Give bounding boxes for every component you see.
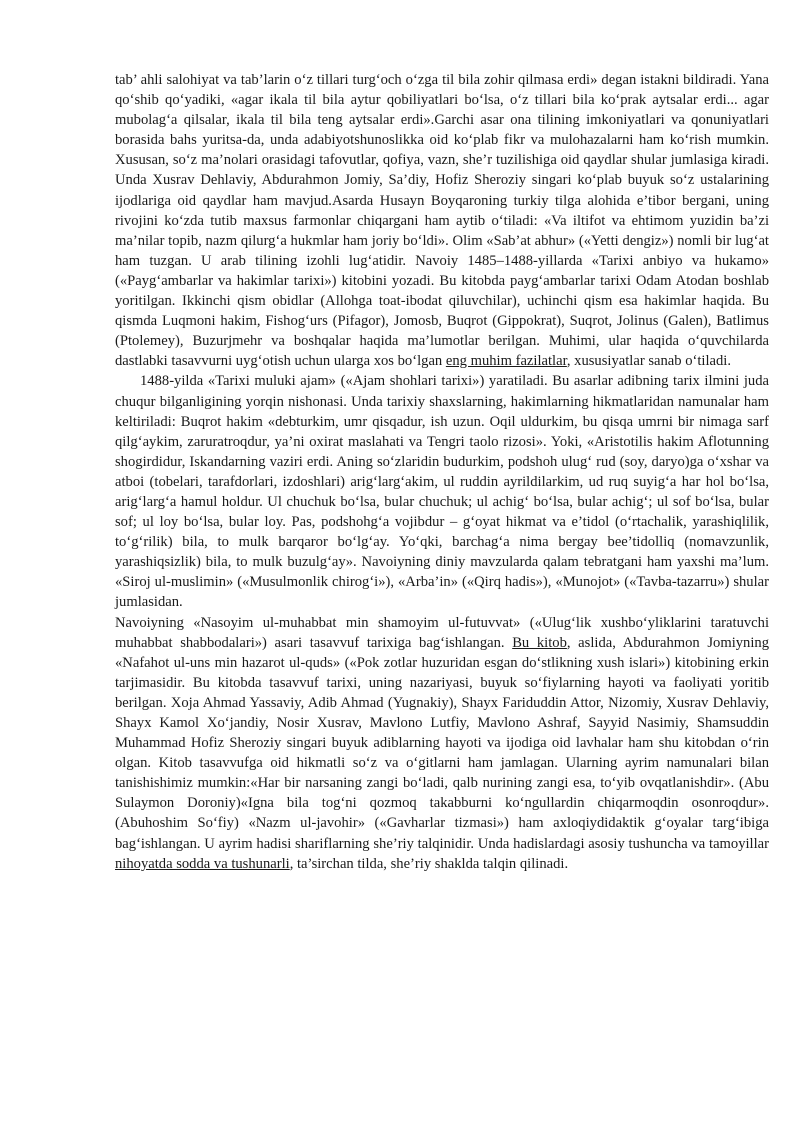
paragraph-3 (115, 613, 769, 874)
paragraph-3-text-2: , aslida, Abdurahmon Jomiyning «Nafahot ul-uns min hazarot ul-quds» («Pok zotlar huzuridan esgan do‘stlikning xush islari») kitobining erkin tarjimasidir. Bu kitobda tasavvuf tarixi, uning nazariyasi, buyuk so‘fiylarning hayoti va faoliyati yoritib berilgan. Xoja Ahmad Yassaviy, Adib Ahmad (Yugnakiy), Shayx Fariduddin Attor, Nizomiy, Xusrav Dehlaviy, Shayx Kamol Xo‘jandiy, Nosir Xusrav, Mavlono Lutfiy, Mavlono Ashraf, Sayyid Nasimiy, Shamsuddin Muhammad Hofiz Sheroziy singari buyuk adiblarning hayoti va ijodiga oid lavhalar ham shu kitobdan o‘rin olgan. Kitob tasavvufga oid hikmatli so‘z va o‘gitlarni ham jamlagan. Ularning ayrim namunalari bilan tanishishimiz mumkin:«Har bir narsaning zangi bo‘ladi, qalb nurining zangi esa, to‘yib ovqatlanishdir». (Abu Sulaymon Doroniy)«Igna bila tog‘ni qozmoq takabburni ko‘ngullardin chiqarmoqdin osonroqdur». (Abuhoshim So‘fiy) «Nazm ul-javohir» («Gavharlar tizmasi») ham axloqiydidaktik g‘oyalar targ‘ibiga bag‘ishlangan. U ayrim hadisi shariflarning she’riy talqinidir. Unda hadislardagi asosiy tushuncha va tamoyillar (115, 634, 769, 852)
paragraph-3-underlined-phrase-2: nihoyatda sodda va tushunarli (115, 855, 290, 872)
paragraph-3-text-3: , ta’sirchan tilda, she’riy shaklda talqin qilinadi. (289, 855, 569, 872)
document-page (115, 70, 769, 874)
paragraph-1 (115, 70, 769, 371)
paragraph-1-text-1: tab’ ahli salohiyat va tab’larin o‘z tillari turg‘och o‘zga til bila zohir qilmasa erdi» degan istakni bildiradi. Yana qo‘shib qo‘yadiki, «agar ikala til bila aytur qobiliyatlari bo‘lsa, o‘z tillari bila ko‘prak aytsalar erdi... agar mubolag‘a qilsalar, ikala til bila teng aytsalar erdi».Garchi asar ona tilining imkoniyatlari va qonuniyatlari borasida bahs yuritsa-da, unda adabiyotshunoslikka oid ko‘plab fikr va mulohazalarni ham ko‘rish mumkin. Xususan, so‘z ma’nolari orasidagi tafovutlar, qofiya, vazn, she’r tuzilishiga oid qaydlar shular jumlasiga kiradi. Unda Xusrav Dehlaviy, Abdurahmon Jomiy, Sa’diy, Hofiz Sheroziy singari ko‘plab buyuk so‘z ustalarining ijodlariga oid qaydlar ham mavjud.Asarda Husayn Boyqaroning turkiy tilga alohida e’tibor bergani, uning rivojini ko‘zda tutib maxsus farmonlar chiqargani ham aytib o‘tiladi: «Va iltifot va ehtimom yuzidin ba’zi ma’nilar topib, nazm qilurg‘a hukmlar ham joriy bo‘ldi». Olim «Sab’at abhur» («Yetti dengiz») nomli bir lug‘at ham tuzgan. U arab tilining izohli lug‘atidir. Navoiy 1485–1488-yillarda «Tarixi anbiyo va hukamo» («Payg‘ambarlar va hakimlar tarixi») kitobini yozadi. Bu kitobda payg‘ambarlar tarixi Odam Atodan boshlab yoritilgan. Ikkinchi qism obidlar (Allohga toat-ibodat qiluvchilar), uchinchi qism esa hakimlar haqida. Bu qismda Luqmoni hakim, Fishog‘urs (Pifagor), Jomosb, Buqrot (Gippokrat), Suqrot, Jolinus (Galen), Batlimus (Ptolemey), Buzurjmehr va boshqalar haqida ma’lumotlar berilgan. Muhimi, ular haqida o‘quvchilarda dastlabki tasavvurni uyg‘otish uchun ularga xos bo‘lgan (115, 72, 769, 370)
paragraph-2-text: 1488-yilda «Tarixi muluki ajam» («Ajam shohlari tarixi») yaratiladi. Bu asarlar adibning tarix ilmini juda chuqur bilganligining yorqin nishonasi. Unda tarixiy shaxslarning, hakimlarning hikmatlaridan namunalar ham keltiriladi: Buqrot hakim «debturkim, umr qisqadur, ish uzun. Oqil uldurkim, bu qisqa umrni bir nimaga sarf qilg‘aykim, zaruratroqdur, ya’ni oxirat maslahati va Tengri taolo rizosi». Yoki, «Aristotilis hakim Aflotunning shogirdidur, Iskandarning vaziri erdi. Aning so‘zlaridin budurkim, podshoh ulug‘ rud (soy, daryo)ga o‘xshar va atboi (tobelari, tarafdorlari, izdoshlari) arig‘larg‘akim, ul ruddin ayrildilarkim, ud ruq suyig‘a har hol bo‘lsa, arig‘larg‘a hamul holdur. Ul chuchuk bo‘lsa, bular chuchuk; ul achig‘ bo‘lsa, bular achig‘; ul sof bo‘lsa, bular sof; ul loy bo‘lsa, bular loy. Pas, podshohg‘a vojibdur – g‘oyat hikmat va e’tidol (o‘rtachalik, yarashiqlilik, to‘g‘rilik) bila, to mulk barqaror bo‘lg‘ay. Yo‘qki, barchag‘a nima bergay bee’tidolliq (nomavzunlik, yarashiqsizlik) bila, to mulk buzulg‘ay». Navoiyning diniy mavzularda qalam tebratgani ham yaxshi ma’lum. «Siroj ul-muslimin» («Musulmonlik chirog‘i»), «Arba’in» («Qirq hadis»), «Munojot» («Tavba-tazarru») shular jumlasidan. (115, 373, 769, 611)
paragraph-3-text-1: Navoiyning «Nasoyim ul-muhabbat min shamoyim ul-futuvvat» («Ulug‘lik xushbo‘yliklarini taratuvchi muhabbat shabbodalari») asari tasavvuf tarixiga bag‘ishlangan. (115, 614, 769, 651)
paragraph-1-underlined-phrase: eng muhim fazilatlar (445, 353, 567, 370)
paragraph-1-text-2: , xususiyatlar sanab o‘tiladi. (566, 353, 732, 370)
paragraph-2 (115, 371, 769, 612)
paragraph-3-underlined-phrase-1: Bu kitob (512, 634, 567, 651)
